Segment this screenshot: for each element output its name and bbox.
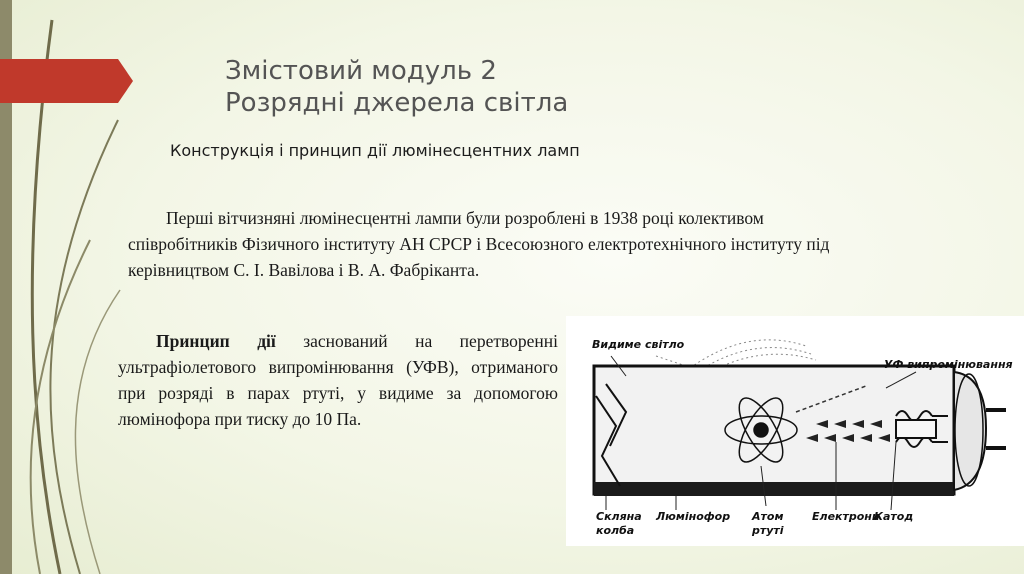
label-phosphor: Люмінофор bbox=[656, 510, 731, 523]
slide-subtitle: Конструкція і принцип дії люмінесцентних ламп bbox=[170, 141, 580, 160]
label-uv-radiation: УФ випромінювання bbox=[884, 358, 1013, 371]
label-atom-line2: ртуті bbox=[752, 524, 784, 537]
lamp-diagram bbox=[566, 316, 1024, 546]
slide-title bbox=[225, 55, 568, 119]
paragraph-principle bbox=[118, 328, 558, 432]
title-line-2: Розрядні джерела світла bbox=[225, 88, 569, 118]
label-visible-light: Видиме світло bbox=[592, 338, 685, 351]
paragraph-history: Перші вітчизняні люмінесцентні лампи були розроблені в 1938 році колективом співробітників Фізичного інституту АН СРСР і Всесоюзного електротехнічного інституту під керівництвом С. І. Вавілова і В. А. Фабріканта. bbox=[128, 208, 830, 280]
title-line-1: Змістовий модуль 2 bbox=[225, 56, 497, 86]
title-arrow-banner bbox=[0, 59, 134, 103]
label-atom-line1: Атом bbox=[752, 510, 784, 523]
label-glass-bulb-line1: Скляна bbox=[596, 510, 642, 523]
label-cathode: Катод bbox=[874, 510, 914, 523]
principle-text: заснований на перетворенні ультрафіолетового випромінювання (УФВ), отриманого при розряді в парах ртуті, у видиме за допомогою люмінофора при тиску до 10 Па. bbox=[118, 331, 558, 429]
lamp-end-cap bbox=[954, 372, 1006, 490]
principle-bold-label: Принцип дії bbox=[156, 331, 276, 351]
label-glass-bulb-line2: колба bbox=[596, 524, 635, 537]
label-electrons: Електрони bbox=[812, 510, 880, 523]
